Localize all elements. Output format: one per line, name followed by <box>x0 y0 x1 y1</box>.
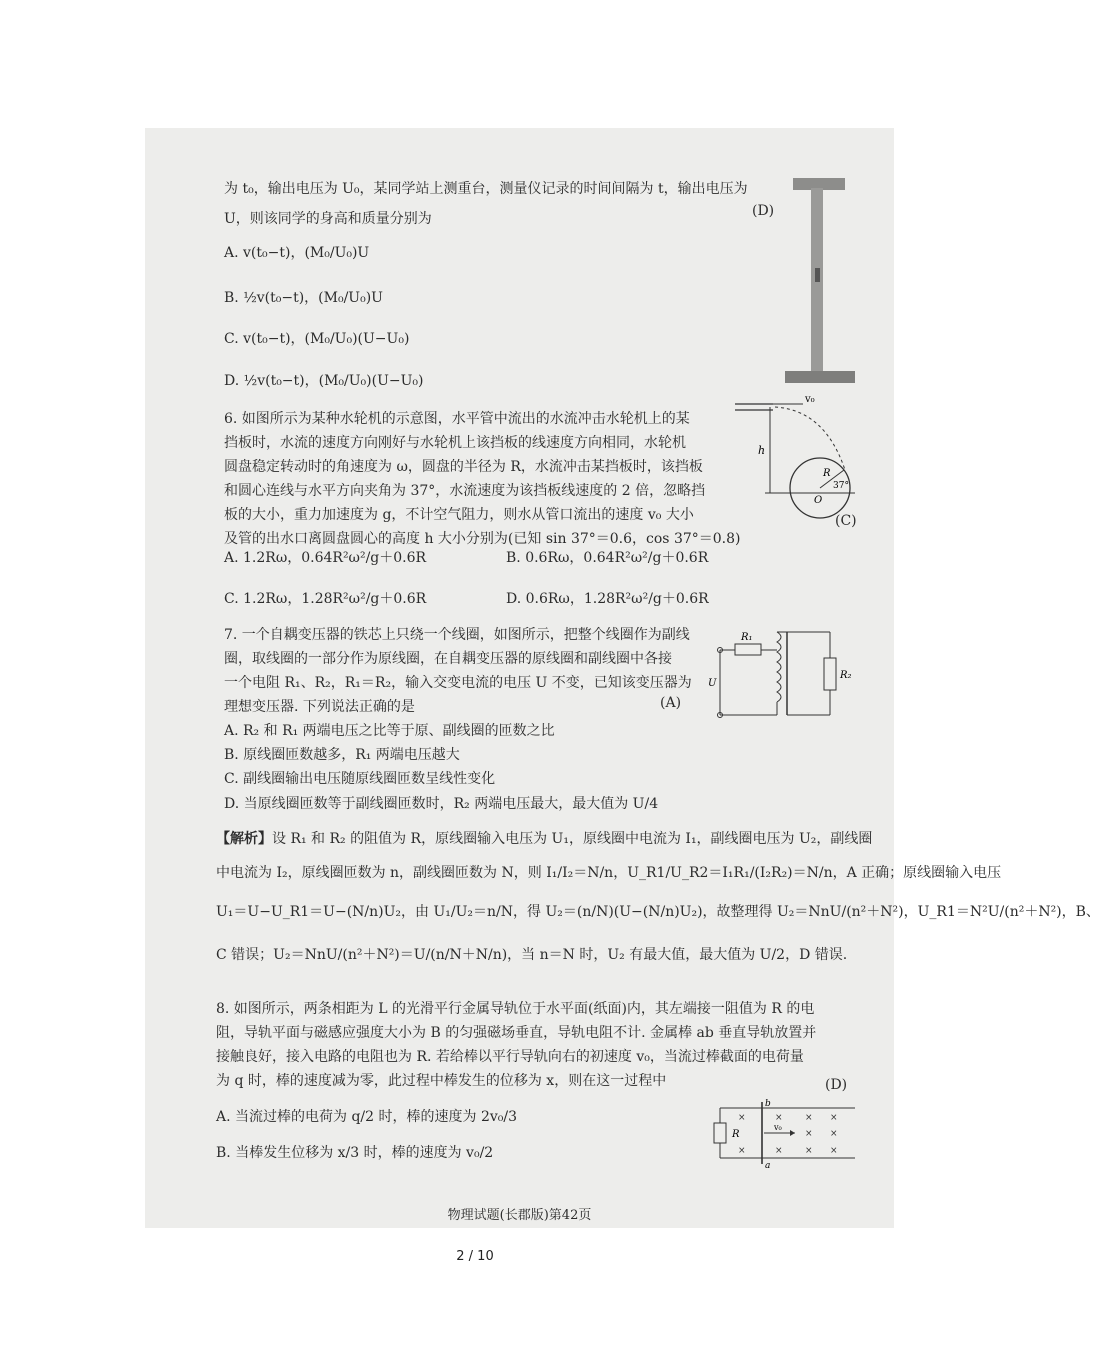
q8-option-b: B. 当棒发生位移为 x/3 时，棒的速度为 v₀/2 <box>216 1145 494 1161</box>
u-label: U <box>708 678 717 689</box>
v0-label: v₀ <box>774 1123 782 1132</box>
q7-line-2: 圈，取线圈的一部分作为原线圈，在自耦变压器的原线圈和副线圈中各接 <box>224 651 672 667</box>
q5-option-b: B. ½v(t₀−t)，(M₀/U₀)U <box>224 290 383 306</box>
q7-line-1: 7. 一个自耦变压器的铁芯上只绕一个线圈，如图所示，把整个线圈作为副线 <box>224 627 690 643</box>
q6-option-b: B. 0.6Rω，0.64R²ω²/g＋0.6R <box>506 550 709 566</box>
q7-line-4: 理想变压器. 下列说法正确的是 <box>224 699 415 715</box>
q8-line-1: 8. 如图所示，两条相距为 L 的光滑平行金属导轨位于水平面(纸面)内，其左端接一阻值为 R 的电 <box>216 1001 815 1017</box>
page-indicator: 2 / 10 <box>456 1249 494 1264</box>
q8-option-a: A. 当流过棒的电荷为 q/2 时，棒的速度为 2v₀/3 <box>216 1109 517 1125</box>
resistor-label: R <box>732 1129 740 1140</box>
svg-text:×: × <box>830 1146 838 1156</box>
svg-text:×: × <box>775 1113 783 1123</box>
q6-option-a: A. 1.2Rω，0.64R²ω²/g＋0.6R <box>224 550 427 566</box>
h-label: h <box>758 444 766 457</box>
q6-line-6: 及管的出水口离圆盘圆心的高度 h 大小分别为(已知 sin 37°＝0.6，cos 37°＝0.8) <box>224 531 741 547</box>
q7-line-3: 一个电阻 R₁、R₂，R₁＝R₂，输入交变电流的电压 U 不变，已知该变压器为 <box>224 675 692 691</box>
svg-text:×: × <box>775 1146 783 1156</box>
height-scale-figure <box>785 173 865 388</box>
svg-text:×: × <box>805 1146 813 1156</box>
analysis-tag: 【解析】 <box>216 831 272 847</box>
q5-option-a: A. v(t₀−t)，(M₀/U₀)U <box>224 245 370 261</box>
q8-answer: (D) <box>825 1077 848 1093</box>
q7-answer: (A) <box>660 695 682 711</box>
svg-text:×: × <box>738 1113 746 1123</box>
rail-figure <box>710 1098 860 1171</box>
q5-option-c: C. v(t₀−t)，(M₀/U₀)(U−U₀) <box>224 331 410 347</box>
q7-option-a: A. R₂ 和 R₁ 两端电压之比等于原、副线圈的匝数之比 <box>224 723 555 739</box>
svg-text:×: × <box>830 1113 838 1123</box>
q7-option-b: B. 原线圈匝数越多，R₁ 两端电压越大 <box>224 747 460 763</box>
q5-line-2: U，则该同学的身高和质量分别为 <box>224 211 432 227</box>
v0-label: v₀ <box>805 394 815 405</box>
radius-label: R <box>823 468 831 479</box>
q5-answer: (D) <box>752 203 775 219</box>
b-label: b <box>765 1099 771 1109</box>
q6-line-1: 6. 如图所示为某种水轮机的示意图，水平管中流出的水流冲击水轮机上的某 <box>224 411 690 427</box>
angle-label: 37° <box>833 481 849 491</box>
q8-line-2: 阻，导轨平面与磁感应强度大小为 B 的匀强磁场垂直，导轨电阻不计. 金属棒 ab 垂直导轨放置并 <box>216 1025 817 1041</box>
q8-line-4: 为 q 时，棒的速度减为零，此过程中棒发生的位移为 x，则在这一过程中 <box>216 1073 667 1089</box>
water-wheel-figure <box>735 390 865 510</box>
svg-text:×: × <box>738 1146 746 1156</box>
q7-option-d: D. 当原线圈匝数等于副线圈匝数时，R₂ 两端电压最大，最大值为 U/4 <box>224 796 659 812</box>
q5-line-1: 为 t₀，输出电压为 U₀，某同学站上测重台，测量仪记录的时间间隔为 t，输出电压为 <box>224 181 748 197</box>
q6-line-4: 和圆心连线与水平方向夹角为 37°，水流速度为该挡板线速度的 2 倍，忽略挡 <box>224 483 706 499</box>
q6-option-c: C. 1.2Rω，1.28R²ω²/g＋0.6R <box>224 591 427 607</box>
scanned-page <box>145 128 1100 1228</box>
center-label: O <box>814 495 823 506</box>
q5-option-d: D. ½v(t₀−t)，(M₀/U₀)(U−U₀) <box>224 373 424 389</box>
r1-label: R₁ <box>741 632 753 643</box>
svg-text:×: × <box>830 1129 838 1139</box>
q6-line-2: 挡板时，水流的速度方向刚好与水轮机上该挡板的线速度方向相同，水轮机 <box>224 435 686 451</box>
analysis-line-1: 设 R₁ 和 R₂ 的阻值为 R，原线圈输入电压为 U₁，原线圈中电流为 I₁，副线圈电压为 U₂，副线圈 <box>272 831 873 847</box>
svg-text:×: × <box>805 1129 813 1139</box>
svg-text:×: × <box>805 1113 813 1123</box>
transformer-figure <box>705 620 865 720</box>
q6-answer: (C) <box>835 513 857 529</box>
q8-line-3: 接触良好，接入电路的电阻也为 R. 若给棒以平行导轨向右的初速度 v₀，当流过棒截面的电荷量 <box>216 1049 804 1065</box>
r2-label: R₂ <box>840 670 852 681</box>
analysis-line-2: 中电流为 I₂，原线圈匝数为 n，副线圈匝数为 N，则 I₁/I₂＝N/n，U_R1/U_R2＝I₁R₁/(I₂R₂)＝N/n，A 正确；原线圈输入电压 <box>216 865 1002 881</box>
q6-line-3: 圆盘稳定转动时的角速度为 ω，圆盘的半径为 R，水流冲击某挡板时，该挡板 <box>224 459 703 475</box>
analysis-line-4: C 错误；U₂＝NnU/(n²＋N²)＝U/(n/N＋N/n)，当 n＝N 时，U₂ 有最大值，最大值为 U/2，D 错误. <box>216 947 848 963</box>
page-footer: 物理试题(长郡版)第42页 <box>447 1208 592 1223</box>
q6-option-d: D. 0.6Rω，1.28R²ω²/g＋0.6R <box>506 591 709 607</box>
q6-line-5: 板的大小，重力加速度为 g，不计空气阻力，则水从管口流出的速度 v₀ 大小 <box>224 507 694 523</box>
analysis-line-3: U₁＝U−U_R1＝U−(N/n)U₂，由 U₁/U₂＝n/N，得 U₂＝(n/N)(U−(N/n)U₂)，故整理得 U₂＝NnU/(n²＋N²)，U_R1＝N²U/(n²＋N²)，B、 <box>216 904 1100 920</box>
a-label: a <box>765 1161 771 1171</box>
q7-option-c: C. 副线圈输出电压随原线圈匝数呈线性变化 <box>224 771 496 787</box>
